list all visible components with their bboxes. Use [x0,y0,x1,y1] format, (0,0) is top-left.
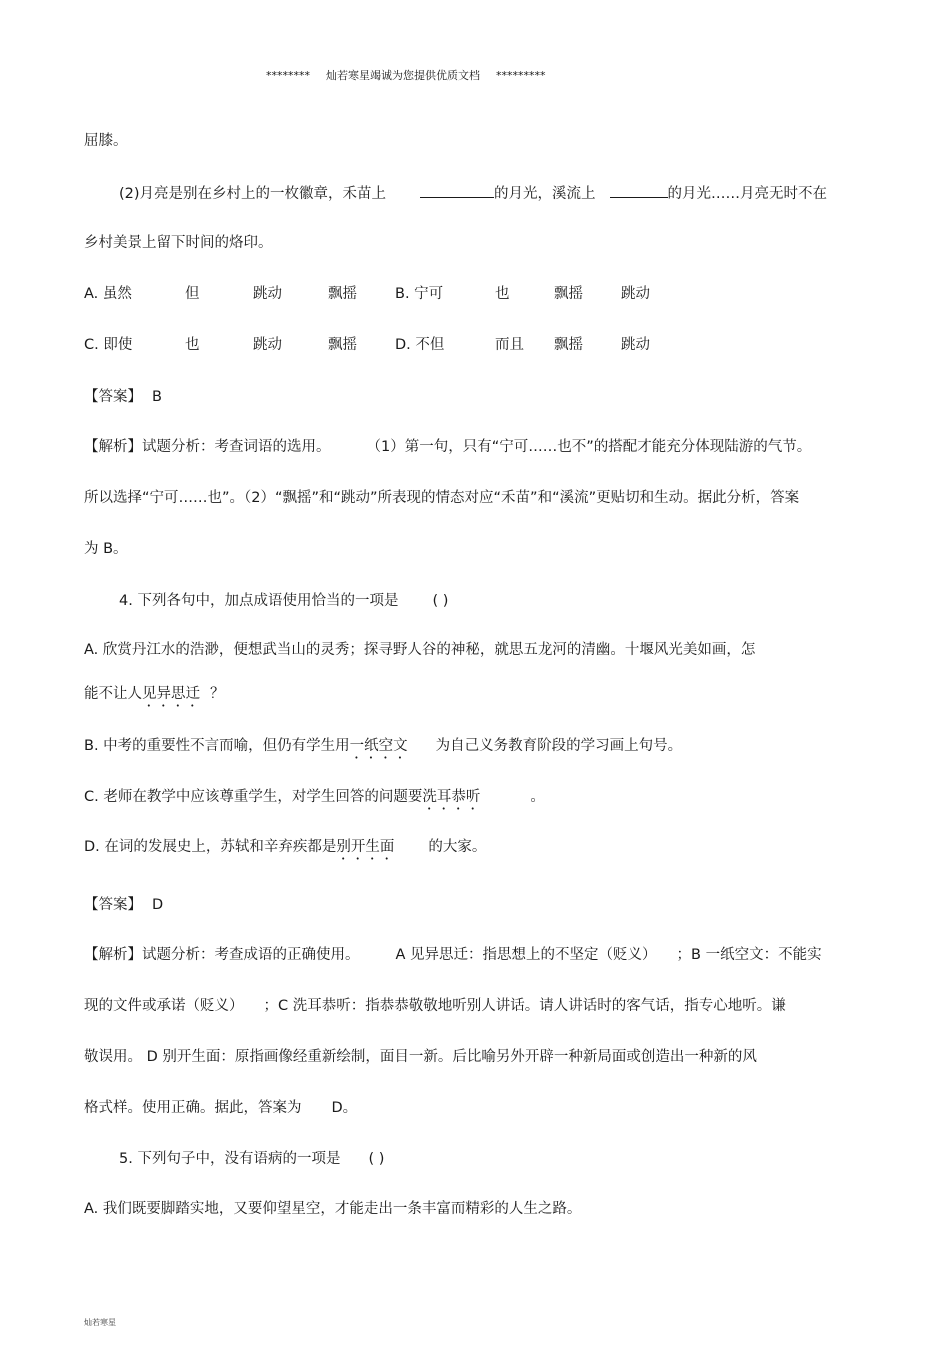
q4-option-a-line1: A. 欣赏丹江水的浩渺，便想武当山的灵秀；探寻野人谷的神秘，就思五龙河的清幽。十堰风光美如画，怎 [84,642,756,658]
q3-analysis-line3: 为 B。 [84,541,128,557]
answer-value: D [152,897,164,913]
option-text: 能不让人 [84,686,142,702]
q3-analysis-line1 [84,437,811,457]
dotted-idiom: 一纸空文 [349,738,408,754]
answer-paren: ( ) [368,1151,385,1167]
option-c-word3: 跳动 [253,337,282,353]
option-a-word2: 但 [185,286,200,302]
answer-value: B [152,389,162,405]
option-c-word4: 飘摇 [328,337,357,353]
q3-sub2-line2: 乡村美景上留下时间的烙印。 [84,235,273,251]
dotted-idiom: 洗耳恭听 [422,789,481,805]
q4-option-b [84,736,682,762]
fill-blank-2[interactable] [610,182,668,198]
q3-tail-text: 屈膝。 [84,133,128,149]
q4-option-a-line2 [84,684,225,710]
q3-answer [84,387,162,407]
q4-analysis-line1 [84,945,822,965]
q4-option-c [84,787,545,813]
analysis-text: A 见异思迁：指思想上的不坚定（贬义） [395,947,657,963]
option-c-word1: C. 即使 [84,337,133,353]
question-stem: 4. 下列各句中，加点成语使用恰当的一项是 [119,593,399,609]
q4-analysis-line2 [84,996,786,1016]
dotted-idiom: 见异思迁 [142,686,200,702]
option-d-word2: 而且 [495,337,524,353]
answer-paren: ( ) [432,593,449,609]
header-stars-right: ********* [496,69,546,82]
option-text: 为自己义务教育阶段的学习画上句号。 [435,738,683,754]
q4-stem [119,591,448,611]
analysis-text: D。 [331,1100,358,1116]
option-d-word4: 跳动 [621,337,650,353]
option-a-word1: A. 虽然 [84,286,132,302]
page-header [266,66,546,86]
option-text: 的大家。 [428,839,487,855]
q3-sub2-number: (2) [119,186,140,202]
option-c-word2: 也 [185,337,200,353]
option-text: 。 [530,789,545,805]
analysis-text: ；B 一纸空文：不能实 [676,947,822,963]
fill-blank-1[interactable] [420,182,494,198]
option-b-word3: 飘摇 [554,286,583,302]
q5-option-a: A. 我们既要脚踏实地，又要仰望星空，才能走出一条丰富而精彩的人生之路。 [84,1201,582,1217]
dotted-idiom: 别开生面 [336,839,395,855]
option-d-word1: D. 不但 [395,337,445,353]
analysis-text: （1）第一句，只有“宁可……也不”的搭配才能充分体现陆游的气节。 [366,439,812,455]
header-stars-left: ******** [266,69,310,82]
option-text: B. 中考的重要性不言而喻，但仍有学生用 [84,738,350,754]
question-stem: 5. 下列句子中，没有语病的一项是 [119,1151,341,1167]
answer-label: 【答案】 [84,389,142,405]
header-title: 灿若寒星竭诚为您提供优质文档 [326,69,480,82]
q5-stem [119,1149,384,1169]
q3-sub2-text-a: 月亮是别在乡村上的一枚徽章，禾苗上 [139,186,387,202]
option-b-word4: 跳动 [621,286,650,302]
q3-sub2-text-b: 的月光，溪流上 [494,186,596,202]
q4-option-d [84,837,486,863]
q4-analysis-line4 [84,1098,357,1118]
analysis-text: 【解析】试题分析：考查成语的正确使用。 [84,947,360,963]
analysis-text: 【解析】试题分析：考查词语的选用。 [84,439,331,455]
page-footer: 灿若寒星 [84,1318,116,1327]
answer-label: 【答案】 [84,897,142,913]
q4-analysis-line3: 敬误用。 D 别开生面：原指画像经重新绘制，面目一新。后比喻另外开辟一种新局面或创造出一种新的风 [84,1049,757,1065]
option-b-word1: B. 宁可 [395,286,444,302]
q4-answer [84,895,163,915]
option-b-word2: 也 [495,286,510,302]
option-d-word3: 飘摇 [554,337,583,353]
option-text: D. 在词的发展史上，苏轼和辛弃疾都是 [84,839,337,855]
option-a-word4: 飘摇 [328,286,357,302]
option-text: C. 老师在教学中应该尊重学生，对学生回答的问题要 [84,789,423,805]
q3-sub2-line1 [119,182,827,204]
analysis-text: 现的文件或承诺（贬义） [84,998,244,1014]
q3-analysis-line2: 所以选择“宁可……也”。（2）“飘摇”和“跳动”所表现的情态对应“禾苗”和“溪流”更贴切和生动。据此分析，答案 [84,490,800,506]
option-text: ？ [210,686,225,702]
analysis-text: 格式样。使用正确。据此，答案为 [84,1100,302,1116]
analysis-text: ；C 洗耳恭听：指恭恭敬敬地听别人讲话。请人讲话时的客气话，指专心地听。谦 [263,998,786,1014]
option-a-word3: 跳动 [253,286,282,302]
q3-sub2-text-c: 的月光……月亮无时不在 [667,186,828,202]
